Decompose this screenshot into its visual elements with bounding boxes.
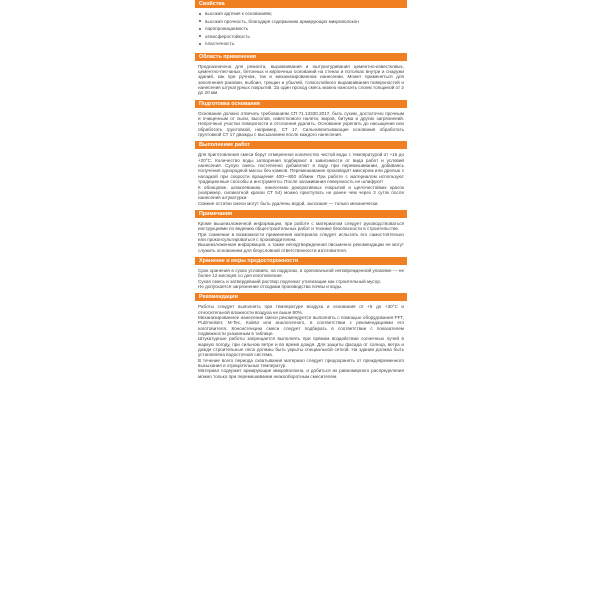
section-body: [195, 301, 407, 380]
paragraph: Материал содержит армирующие микроволокна, и добиться их равномерного распределения можно только при перемешивании низкооборотным смесителем.: [198, 368, 404, 379]
section-title: Подготовка основания: [195, 100, 407, 108]
section-title: Область применения: [195, 53, 407, 61]
section-body: [195, 149, 407, 206]
list-item: высокая адгезия к основаниям;: [198, 11, 404, 16]
section-surface-preparation: [195, 100, 407, 139]
section-recommendations: [195, 293, 407, 380]
paragraph: Свежие остатки смеси могут быть удалены водой, засохшие — только механически.: [198, 200, 379, 206]
paragraph: Кроме вышеизложенной информации, при работе с материалом следует руководствоваться инструкциями по ведению общестроительных работ и технике безопасности в строительстве.: [198, 220, 404, 232]
section-body: [195, 8, 407, 50]
paragraph: Не допускается загрязнение отходами производства почвы и воды.: [198, 283, 343, 289]
list-item: атмосферостойкость: [198, 34, 404, 39]
paragraph: Вышеизложенная информация, а также неподтвержденная письменно рекомендации не могут служить основанием для безусловной ответственности изготовителя.: [198, 242, 404, 253]
list-item: пластичность.: [198, 41, 404, 46]
section-body: [195, 61, 407, 97]
section-body: [195, 108, 407, 139]
paragraph: Срок хранения в сухих условиях, на поддонах, в оригинальной неповрежденной упаковке — не более 12 месяцев со дня изготовления.: [198, 267, 404, 279]
section-body: [195, 265, 407, 290]
paragraph: Предназначена для ремонта, выравнивания и оштукатуривания цементно-известковых, цементно-песчаных, бетонных и кирпичных оснований на стенах и потолках внутри и снаружи зданий, как при ручном, так и механизированном нанесении. Может применяться для заполнения раковин, выбоин, трещин и убылей, толкослойного выравнивания поверхностей и нанесения штукатурных покрытий. За один проход смесь можно наносить слоем толщиной от 2 до 20 мм.: [198, 63, 404, 96]
section-body: [195, 218, 407, 254]
paragraph: Механизированное нанесение смеси рекомендуется выполнять с помощью оборудования PFT, Putzmeister, M-Tec, Kaleta или аналогичного, в соответствии с рекомендациями его изготовителя. Консистенцию смеси следует подбирать в соответствии с показателем подвижности указанным в таблице.: [198, 315, 404, 337]
paragraph: Работы следует выполнять при температуре воздуха и основания от +5 до +30°С и относительной влажности воздуха не выше 80%.: [198, 304, 404, 315]
paragraph: Основание должно отвечать требованиям СП 71.13330.2017, быть сухим, достаточно прочным и очищенным от пыли, высолов, известкового налета, жиров, битума и других загрязнений. Непрочные участки поверхности и отслоения удалить. Основание укрепить до насыщения или обработать грунтовкой, например, СТ 17. Сильновпитывающие основания обработать грунтовкой СТ 17 дважды с высыханием после каждого нанесения.: [198, 110, 404, 138]
list-item: паропроницаемость: [198, 26, 404, 31]
section-title: Выполнение работ: [195, 141, 407, 149]
paragraph: К облицовке, шпаклеванию, нанесению декоративных покрытий и щелочестойких красок (например, силикатной краски СТ 54) можно приступать не ранее чем через 3 суток после нанесения штукатурки.: [198, 184, 404, 201]
section-storage-safety: [195, 257, 407, 290]
section-application: [195, 53, 407, 97]
paragraph: Для приготовления смеси берут отмеренное количество чистой воды с температурой от +15 до +20°С. Количество воды затворения подбирают в зависимости от вида работ и условий нанесения. Сухую смесь постепенно добавляют в воду при перемешивании, добиваясь получения однородной массы без комков. Перемешивание производят миксером или дрелью с насадкой при скорости вращения 400—800 об/мин. При работе с материалом используют традиционные способы и инструменты. После загаживания поверхность не шлифуют!: [198, 152, 404, 185]
section-work-execution: [195, 141, 407, 206]
section-title: Рекомендации: [195, 293, 407, 301]
list-item: высокая прочность, благодаря содержанию армирующих микроволокон: [198, 19, 404, 24]
section-title: Хранение и меры предосторожности: [195, 257, 407, 265]
paragraph: Штукатурные работы запрещается выполнять при прямом воздействии солнечных лучей в жаркую погоду, при сильном ветре и во время дождя. Для защиты фасада от солнца, ветра и дождя строительные леса должны быть укрыты специальной сеткой. На здании должна быть установлена водосточная система.: [198, 336, 404, 358]
section-properties: [195, 0, 407, 50]
section-title: Примечания: [195, 210, 407, 218]
section-notes: [195, 210, 407, 254]
paragraph: Сухая смесь и затвердевший раствор подлежат утилизации как строительный мусор.: [198, 278, 382, 284]
properties-list: [198, 11, 404, 46]
section-title: Свойства: [195, 0, 407, 8]
product-info-sheet: [195, 0, 407, 600]
paragraph: При сомнении в возможности применения материала следует испытать его самостоятельно или проконсультироваться с производителем.: [198, 231, 404, 242]
paragraph: В течение всего периода схватывания материал следует предохранять от преждевременного высыхания и отрицательных температур.: [198, 357, 404, 369]
